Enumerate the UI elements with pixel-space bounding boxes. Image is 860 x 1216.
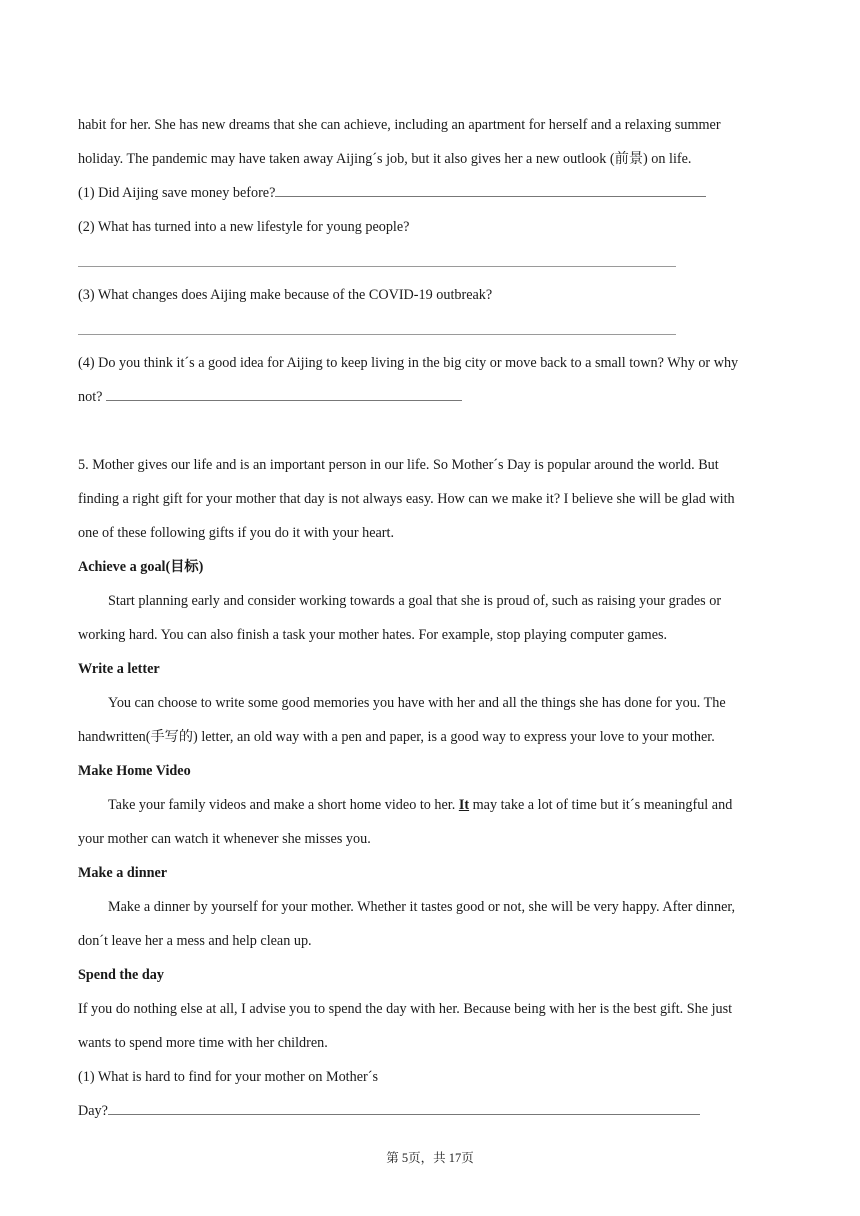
question-4-4-cont <box>78 380 788 414</box>
question-text: Day? <box>78 1103 108 1119</box>
question-5-1-cont <box>78 1094 788 1128</box>
passage-5-intro: finding a right gift for your mother that day is not always easy. How can we make it? I believe she will be glad with <box>78 491 735 507</box>
question-4-3: (3) What changes does Aijing make because of the COVID-19 outbreak? <box>78 287 493 303</box>
question-text: not? <box>78 389 103 405</box>
section-heading-day: Spend the day <box>78 967 164 983</box>
section-text: donˊt leave her a mess and help clean up. <box>78 933 312 949</box>
page-footer: 第 5页，共 17页 <box>386 1151 474 1165</box>
passage-5-intro: 5. Mother gives our life and is an important person in our life. So Motherˊs Day is popular around the world. But <box>78 457 719 473</box>
section-heading-letter: Write a letter <box>78 661 160 677</box>
section-text: wants to spend more time with her children. <box>78 1035 328 1051</box>
spacer <box>78 414 788 448</box>
text-span: Take your family videos and make a short home video to her. <box>108 797 459 813</box>
passage-4-line: habit for her. She has new dreams that she can achieve, including an apartment for herself and a relaxing summer <box>78 117 721 133</box>
question-5-1: (1) What is hard to find for your mother on Motherˊs <box>78 1069 378 1085</box>
answer-line[interactable] <box>78 312 788 346</box>
answer-blank[interactable] <box>108 1102 700 1115</box>
section-text: You can choose to write some good memories you have with her and all the things she has done for you. The <box>108 695 726 711</box>
section-text: Make a dinner by yourself for your mother. Whether it tastes good or not, she will be very happy. After dinner, <box>108 899 736 915</box>
section-text: handwritten(手写的) letter, an old way with a pen and paper, is a good way to express your love to your mother. <box>78 729 715 745</box>
section-text: working hard. You can also finish a task your mother hates. For example, stop playing computer games. <box>78 627 668 643</box>
document-content <box>78 108 788 1128</box>
text-span: may take a lot of time but itˊs meaningful and <box>469 797 733 813</box>
answer-blank[interactable] <box>275 184 706 197</box>
question-4-1 <box>78 176 788 210</box>
section-heading-video: Make Home Video <box>78 763 191 779</box>
section-heading-dinner: Make a dinner <box>78 865 168 881</box>
question-4-2: (2) What has turned into a new lifestyle for young people? <box>78 219 410 235</box>
section-text: If you do nothing else at all, I advise you to spend the day with her. Because being with her is the best gift. She just <box>78 1001 733 1017</box>
question-text: (1) Did Aijing save money before? <box>78 185 276 201</box>
section-text: your mother can watch it whenever she misses you. <box>78 831 371 847</box>
section-text <box>78 788 788 822</box>
passage-4-line: holiday. The pandemic may have taken away Aijingˊs job, but it also gives her a new outlook (前景) on life. <box>78 151 692 167</box>
question-4-4: (4) Do you think itˊs a good idea for Aijing to keep living in the big city or move back to a small town? Why or why <box>78 355 739 371</box>
answer-blank[interactable] <box>106 388 462 401</box>
underlined-word-it: It <box>458 797 470 813</box>
section-text: Start planning early and consider working towards a goal that she is proud of, such as raising your grades or <box>108 593 722 609</box>
section-heading-goal: Achieve a goal(目标) <box>78 559 204 575</box>
passage-5-intro: one of these following gifts if you do it with your heart. <box>78 525 395 541</box>
answer-line[interactable] <box>78 244 788 278</box>
